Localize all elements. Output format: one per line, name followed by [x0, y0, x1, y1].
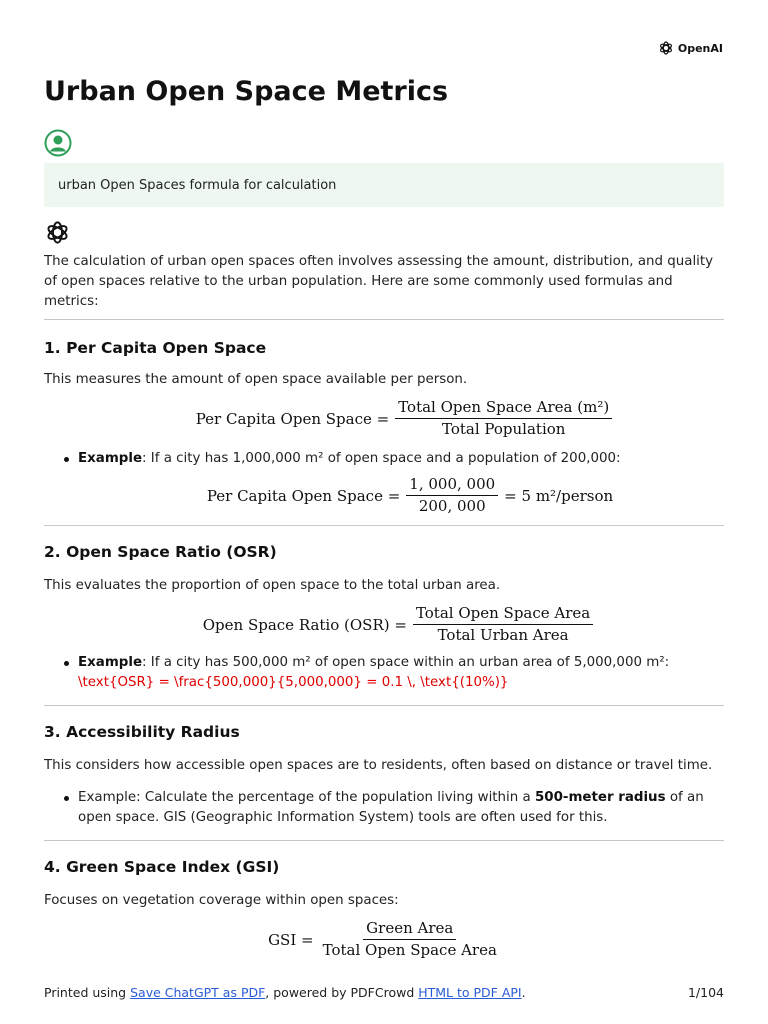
formula-numerator: Total Open Space Area [413, 604, 593, 625]
user-prompt-text: urban Open Spaces formula for calculation [58, 177, 337, 193]
bullet-text-post: of an open space. GIS (Geographic Information System) tools are often used for this. [78, 790, 704, 825]
formula-per-capita-example [96, 475, 724, 516]
divider [44, 525, 724, 526]
user-avatar-icon [44, 129, 72, 157]
formula-lhs: Per Capita Open Space = [195, 409, 390, 428]
unrendered-latex: \text{OSR} = \frac{500,000}{5,000,000} = 0.1 \, \text{(10%)} [78, 675, 509, 690]
section-heading: 3. Accessibility Radius [44, 723, 240, 741]
formula-fraction [320, 919, 500, 960]
divider [44, 840, 724, 841]
user-prompt [44, 163, 724, 207]
section-heading: 4. Green Space Index (GSI) [44, 858, 280, 876]
footer-powered-by: , powered by PDFCrowd [265, 985, 419, 1000]
formula-osr [72, 604, 724, 645]
page-title: Urban Open Space Metrics [44, 76, 449, 107]
section-desc: This evaluates the proportion of open space to the total urban area. [44, 578, 501, 593]
formula-denominator: Total Urban Area [437, 626, 569, 644]
formula-lhs: Open Space Ratio (OSR) = [202, 615, 407, 634]
example-label: Example [78, 655, 143, 670]
formula-gsi [44, 919, 724, 960]
formula-lhs: Per Capita Open Space = [206, 486, 401, 505]
openai-logo-icon [658, 40, 674, 56]
example-list [44, 653, 724, 693]
section-desc: Focuses on vegetation coverage within open spaces: [44, 893, 399, 908]
formula-fraction [406, 475, 498, 516]
formula-denominator: 200, 000 [418, 497, 486, 515]
formula-lhs: GSI = [268, 930, 314, 949]
example-list [44, 449, 724, 469]
intro-text: The calculation of urban open spaces often involves assessing the amount, distribution, and quality of open spaces relative to the urban population. Here are some commonly used formulas and metrics: [44, 254, 714, 309]
section-heading: 1. Per Capita Open Space [44, 339, 267, 357]
formula-numerator: 1, 000, 000 [406, 475, 498, 496]
page-footer [44, 985, 724, 1000]
divider [44, 319, 724, 320]
save-chatgpt-pdf-link[interactable]: Save ChatGPT as PDF [130, 985, 266, 1000]
page-number: 1/104 [687, 985, 724, 1000]
divider [44, 705, 724, 706]
example-text: : If a city has 500,000 m² of open space within an urban area of 5,000,000 m²: [142, 655, 670, 670]
html-to-pdf-api-link[interactable]: HTML to PDF API [418, 985, 522, 1000]
example-text: : If a city has 1,000,000 m² of open space and a population of 200,000: [142, 451, 621, 466]
chatgpt-logo-icon [44, 219, 71, 246]
formula-denominator: Total Population [441, 420, 566, 438]
example-list [44, 788, 724, 828]
formula-numerator: Green Area [363, 919, 456, 940]
example-label: Example [78, 451, 143, 466]
section-desc: This measures the amount of open space available per person. [44, 372, 468, 387]
brand-name: OpenAI [677, 41, 723, 55]
footer-period: . [521, 985, 526, 1000]
section-desc: This considers how accessible open spaces are to residents, often based on distance or travel time. [44, 758, 713, 773]
footer-credit [44, 985, 526, 1000]
section-heading: 2. Open Space Ratio (OSR) [44, 543, 277, 561]
formula-rhs: = 5 m²/person [504, 486, 614, 505]
footer-printed-using: Printed using [44, 985, 131, 1000]
bullet-text-bold: 500-meter radius [534, 790, 666, 805]
formula-fraction [395, 398, 612, 439]
list-item [44, 788, 724, 828]
formula-denominator: Total Open Space Area [322, 941, 497, 959]
formula-numerator: Total Open Space Area (m²) [395, 398, 612, 419]
formula-per-capita [84, 398, 724, 439]
formula-fraction [413, 604, 593, 645]
openai-brand [658, 40, 723, 56]
bullet-text-pre: Example: Calculate the percentage of the population living within a [78, 790, 535, 805]
list-item [44, 653, 724, 693]
list-item [44, 449, 724, 469]
assistant-response [44, 250, 724, 960]
